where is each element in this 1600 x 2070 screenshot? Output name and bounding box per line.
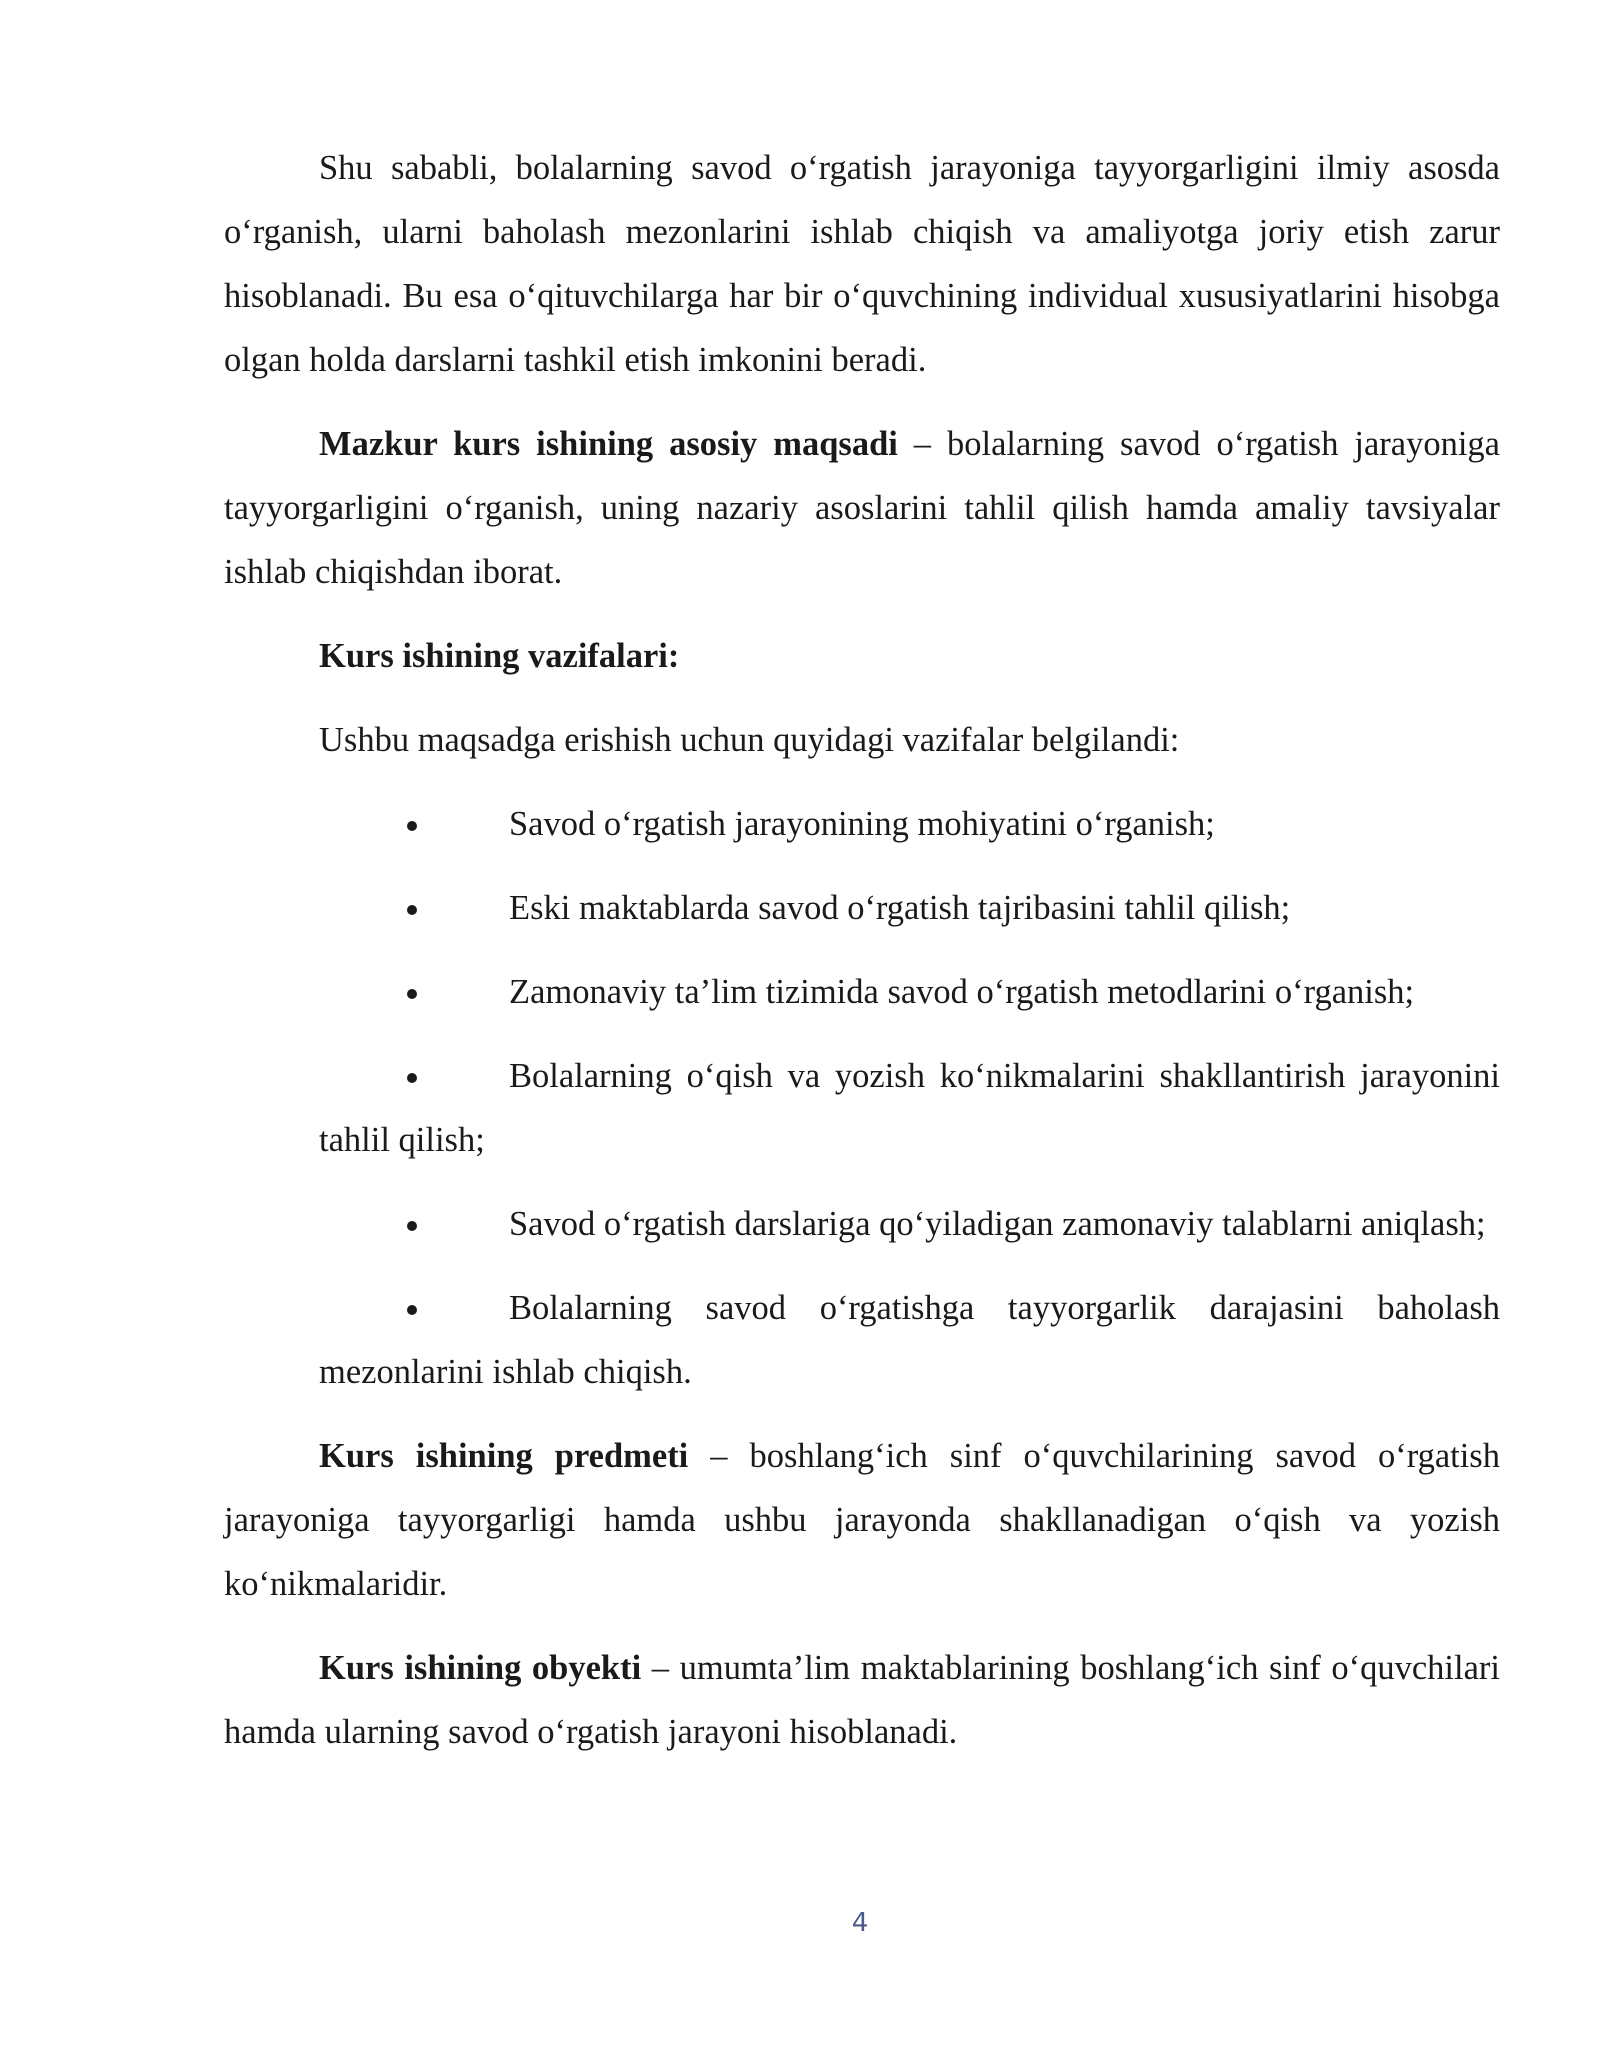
list-item: [224, 792, 1500, 856]
object-label: Kurs ishining obyekti: [319, 1649, 642, 1687]
list-item: [224, 876, 1500, 940]
tasks-list: [224, 792, 1500, 1404]
subject-text: – boshlang‘ich sinf o‘quvchilarining savod o‘rgatish jarayoniga tayyorgarligi hamda ushbu jarayonda shakllanadigan o‘qish va yozish ko‘nikmalaridir.: [224, 1437, 1500, 1603]
goal-text: – bolalarning savod o‘rgatish jarayoniga tayyorgarligini o‘rganish, uning nazariy asoslarini tahlil qilish hamda amaliy tavsiyalar ishlab chiqishdan iborat.: [224, 425, 1500, 591]
list-item: [224, 1044, 1500, 1172]
tasks-heading: Kurs ishining vazifalari:: [319, 637, 680, 675]
list-item: [224, 1276, 1500, 1404]
goal-paragraph: [224, 412, 1500, 604]
document-page: [224, 136, 1500, 1764]
object-text: – umumta’lim maktablarining boshlang‘ich sinf o‘quvchilari hamda ularning savod o‘rgatish jarayoni hisoblanadi.: [224, 1649, 1500, 1751]
list-item: [224, 960, 1500, 1024]
subject-label: Kurs ishining predmeti: [319, 1437, 689, 1475]
subject-paragraph: [224, 1424, 1500, 1616]
intro-paragraph: Shu sababli, bolalarning savod o‘rgatish jarayoniga tayyorgarligini ilmiy asosda o‘rganish, ularni baholash mezonlarini ishlab chiqish va amaliyotga joriy etish zarur hisoblanadi. Bu esa o‘qituvchilarga har bir o‘quvchining individual xususiyatlarini hisobga olgan holda darslarni tashkil etish imkonini beradi.: [224, 149, 1500, 379]
goal-label: Mazkur kurs ishining asosiy maqsadi: [319, 425, 898, 463]
list-item: [224, 1192, 1500, 1256]
list-item-text: Bolalarning o‘qish va yozish ko‘nikmalarini shakllantirish jarayonini tahlil qilish;: [319, 1057, 1500, 1159]
list-item-text: Savod o‘rgatish jarayonining mohiyatini o‘rganish;: [509, 805, 1215, 843]
list-item-text: Bolalarning savod o‘rgatishga tayyorgarlik darajasini baholash mezonlarini ishlab chiqish.: [319, 1289, 1500, 1391]
list-item-text: Eski maktablarda savod o‘rgatish tajribasini tahlil qilish;: [509, 889, 1291, 927]
tasks-intro: Ushbu maqsadga erishish uchun quyidagi vazifalar belgilandi:: [319, 721, 1180, 759]
list-item-text: Zamonaviy ta’lim tizimida savod o‘rgatish metodlarini o‘rganish;: [509, 973, 1415, 1011]
page-number: 4: [851, 1908, 869, 1938]
list-item-text: Savod o‘rgatish darslariga qo‘yiladigan zamonaviy talablarni aniqlash;: [509, 1205, 1486, 1243]
object-paragraph: [224, 1636, 1500, 1764]
